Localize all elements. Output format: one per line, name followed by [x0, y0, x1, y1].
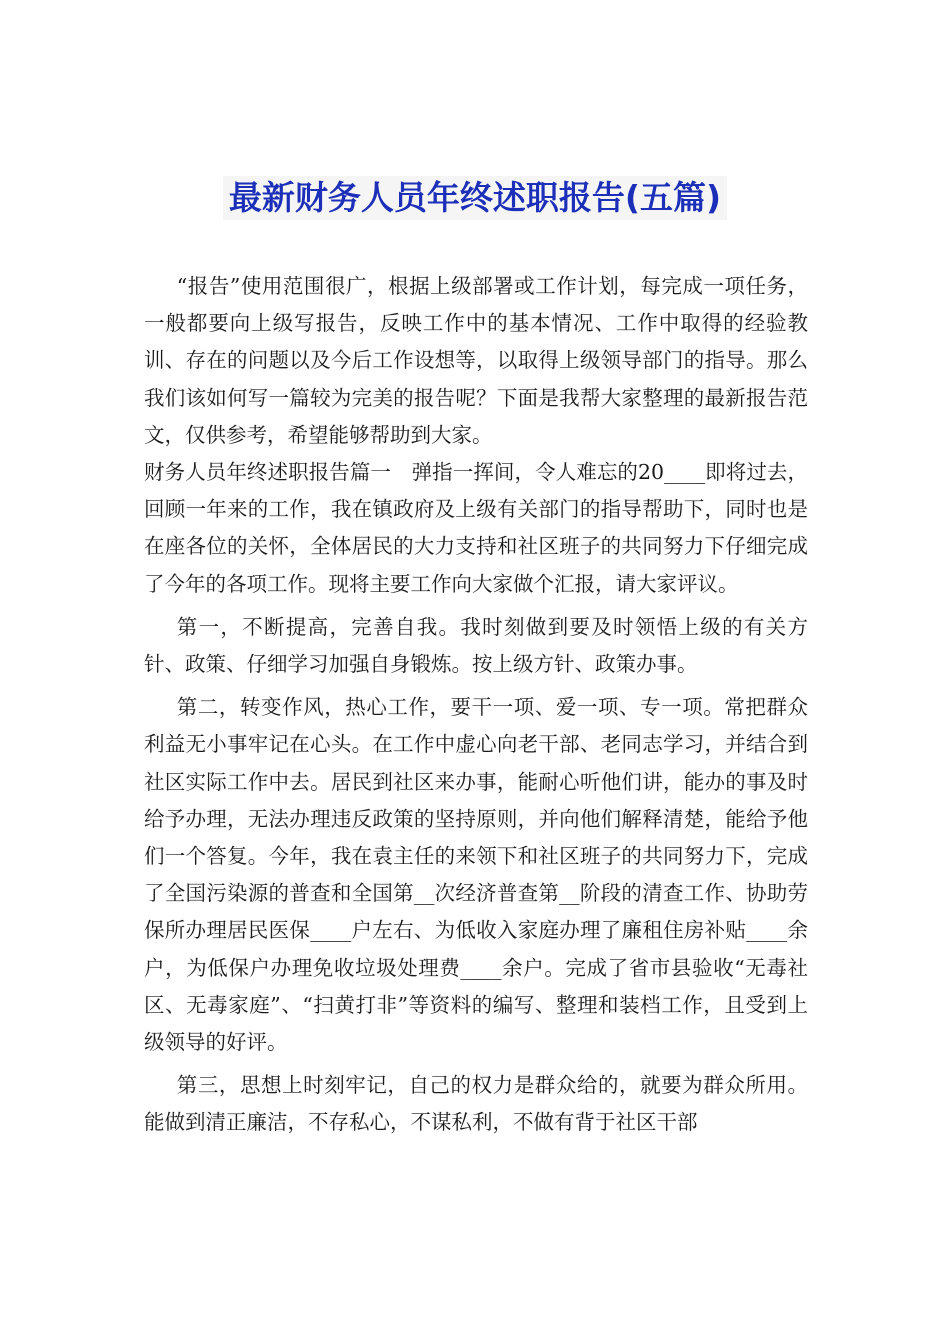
paragraph-intro: “报告”使用范围很广，根据上级部署或工作计划，每完成一项任务，一般都要向上级写报告，反映工作中的基本情况、工作中取得的经验教训、存在的问题以及今后工作设想等，以取得上级领导部门的指导。那么我们该如何写一篇较为完美的报告呢？下面是我帮大家整理的最新报告范文，仅供参考，希望能够帮助到大家。 [144, 274, 808, 447]
paragraph-third-point: 第三，思想上时刻牢记，自己的权力是群众给的，就要为群众所用。能做到清正廉洁，不存私心，不谋私利，不做有背于社区干部 [144, 1073, 808, 1135]
title-container [0, 176, 950, 220]
document-title: 最新财务人员年终述职报告(五篇) [223, 176, 727, 220]
document-body [144, 268, 808, 1142]
paragraph-first-point: 第一，不断提高，完善自我。我时刻做到要及时领悟上级的有关方针、政策、仔细学习加强自身锻炼。按上级方针、政策办事。 [144, 614, 808, 677]
paragraph-second-point: 第二，转变作风，热心工作，要干一项、爱一项、专一项。常把群众利益无小事牢记在心头。在工作中虚心向老干部、老同志学习，并结合到社区实际工作中去。居民到社区来办事，能耐心听他们讲，能办的事及时给予办理，无法办理违反政策的坚持原则，并向他们解释清楚，能给予他们一个答复。今年，我在袁主任的来领下和社区班子的共同努力下，完成了全国污染源的普查和全国第__次经济普查第__阶段的清查工作、协助劳保所办理居民医保____户左右、为低收入家庭办理了廉租住房补贴____余户，为低保户办理免收垃圾处理费____余户。完成了省市县验收“无毒社区、无毒家庭”、“扫黄打非”等资料的编写、整理和装档工作，且受到上级领导的好评。 [144, 695, 808, 1055]
paragraph-report-one: 财务人员年终述职报告篇一 弹指一挥间，令人难忘的20____即将过去，回顾一年来的工作，我在镇政府及上级有关部门的指导帮助下，同时也是在座各位的关怀，全体居民的大力支持和社区班子的共同努力下仔细完成了今年的各项工作。现将主要工作向大家做个汇报，请大家评议。 [144, 460, 808, 596]
